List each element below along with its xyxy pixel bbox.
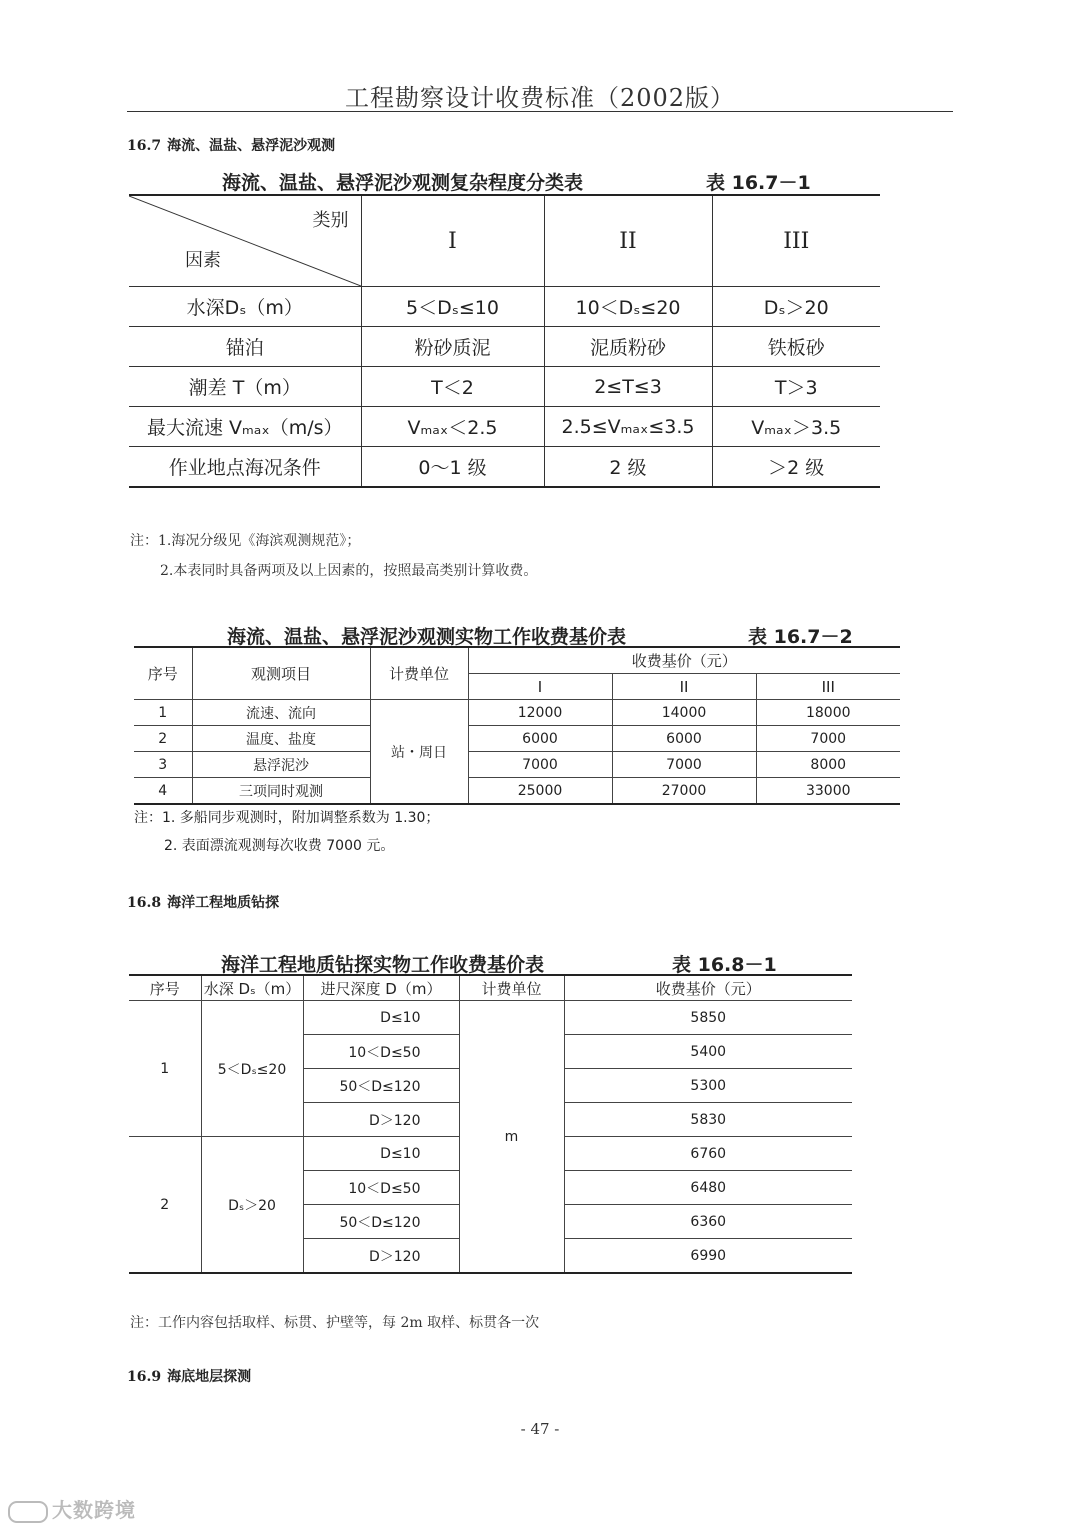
table2-price: 6000 xyxy=(468,726,612,752)
watermark xyxy=(8,1494,136,1523)
table1-cell: Vₘₐₓ＞3.5 xyxy=(712,407,880,447)
table2-header-unit: 计费单位 xyxy=(370,647,468,700)
table1-cell: T＜2 xyxy=(361,367,544,407)
table2-price: 7000 xyxy=(756,726,900,752)
section-number: 16.8 xyxy=(127,895,162,911)
corner-category-label: 类别 xyxy=(312,210,349,231)
table-row xyxy=(129,1001,852,1035)
table1-cell: 2 级 xyxy=(544,447,712,488)
table2-seq: 1 xyxy=(134,700,192,726)
table1-col-header: I xyxy=(361,195,544,287)
section-title: 海流、温盐、悬浮泥沙观测 xyxy=(167,138,336,154)
table1-col-header: III xyxy=(712,195,880,287)
table2-header-item: 观测项目 xyxy=(192,647,370,700)
table3-caption: 海洋工程地质钻探实物工作收费基价表 xyxy=(221,954,545,976)
header-rule xyxy=(127,111,953,112)
table1-row xyxy=(129,367,880,407)
section-title: 海洋工程地质钻探 xyxy=(167,895,280,911)
table2-header-price: 收费基价（元） xyxy=(468,647,900,674)
table3-price: 5850 xyxy=(564,1001,852,1035)
table2-col-header: II xyxy=(612,674,756,700)
complexity-classification-table xyxy=(129,194,880,488)
table3-price: 5400 xyxy=(564,1035,852,1069)
table2-price: 14000 xyxy=(612,700,756,726)
table1-factor: 作业地点海况条件 xyxy=(129,447,361,488)
table2-price: 12000 xyxy=(468,700,612,726)
table1-row xyxy=(129,447,880,488)
table-row xyxy=(134,778,900,805)
watermark-text: 大数跨境 xyxy=(52,1498,136,1522)
table1-row xyxy=(129,327,880,367)
table3-depth: 5＜Dₛ≤20 xyxy=(201,1001,303,1137)
watermark-logo-icon xyxy=(8,1501,48,1523)
table3-price: 6990 xyxy=(564,1239,852,1274)
table1-number: 表 16.7－1 xyxy=(706,172,811,194)
table3-unit: m xyxy=(459,1001,564,1274)
table2-item: 流速、流向 xyxy=(192,700,370,726)
table1-caption: 海流、温盐、悬浮泥沙观测复杂程度分类表 xyxy=(222,172,584,194)
corner-factor-label: 因素 xyxy=(185,250,221,271)
page-number: - 47 - xyxy=(520,1420,560,1438)
table3-price: 5300 xyxy=(564,1069,852,1103)
table3-price: 6360 xyxy=(564,1205,852,1239)
table3-header-drill: 进尺深度 D（m） xyxy=(303,975,459,1001)
table1-factor: 最大流速 Vₘₐₓ（m/s） xyxy=(129,407,361,447)
table-row xyxy=(134,752,900,778)
table2-price: 18000 xyxy=(756,700,900,726)
section-title: 海底地层探测 xyxy=(167,1369,252,1385)
table2-price: 7000 xyxy=(468,752,612,778)
table1-corner-cell xyxy=(129,195,361,287)
table1-note-1: 注：1.海况分级见《海滨观测规范》； xyxy=(130,533,361,549)
table3-price: 6480 xyxy=(564,1171,852,1205)
table3-drill: D≤10 xyxy=(303,1001,459,1035)
table3-price: 5830 xyxy=(564,1103,852,1137)
table2-price: 27000 xyxy=(612,778,756,805)
drilling-fee-table xyxy=(129,974,852,1274)
table1-cell: 铁板砂 xyxy=(712,327,880,367)
table3-drill: 50＜D≤120 xyxy=(303,1205,459,1239)
table1-factor: 潮差 T（m） xyxy=(129,367,361,407)
table1-cell: 10＜Dₛ≤20 xyxy=(544,287,712,327)
table2-header-row xyxy=(134,647,900,674)
table3-number: 表 16.8－1 xyxy=(672,954,777,976)
table2-header-seq: 序号 xyxy=(134,647,192,700)
table1-cell: 粉砂质泥 xyxy=(361,327,544,367)
table3-header-price: 收费基价（元） xyxy=(564,975,852,1001)
table1-factor: 锚泊 xyxy=(129,327,361,367)
section-number: 16.9 xyxy=(127,1369,162,1385)
table1-cell: T＞3 xyxy=(712,367,880,407)
table2-caption: 海流、温盐、悬浮泥沙观测实物工作收费基价表 xyxy=(227,626,627,648)
table-row xyxy=(134,700,900,726)
table3-header-unit: 计费单位 xyxy=(459,975,564,1001)
table3-drill: 10＜D≤50 xyxy=(303,1171,459,1205)
table2-seq: 2 xyxy=(134,726,192,752)
table1-factor: 水深Dₛ（m） xyxy=(129,287,361,327)
table3-drill: D≤10 xyxy=(303,1137,459,1171)
section-number: 16.7 xyxy=(127,138,162,154)
section-16-9-heading xyxy=(127,1366,251,1386)
table1-cell: 0～1 级 xyxy=(361,447,544,488)
table3-depth: Dₛ＞20 xyxy=(201,1137,303,1274)
table1-cell: 泥质粉砂 xyxy=(544,327,712,367)
table2-note-2: 2. 表面漂流观测每次收费 7000 元。 xyxy=(164,838,395,854)
table3-header-depth: 水深 Dₛ（m） xyxy=(201,975,303,1001)
table-row xyxy=(134,726,900,752)
table1-cell: Dₛ＞20 xyxy=(712,287,880,327)
table1-col-header: II xyxy=(544,195,712,287)
table1-row xyxy=(129,287,880,327)
table1-row xyxy=(129,407,880,447)
table3-drill: D＞120 xyxy=(303,1103,459,1137)
table1-header-row xyxy=(129,195,880,287)
table1-cell: 2.5≤Vₘₐₓ≤3.5 xyxy=(544,407,712,447)
table1-cell: 5＜Dₛ≤10 xyxy=(361,287,544,327)
table2-item: 三项同时观测 xyxy=(192,778,370,805)
page-header-title: 工程勘察设计收费标准（2002版） xyxy=(344,84,736,112)
table3-header-seq: 序号 xyxy=(129,975,201,1001)
table2-number: 表 16.7－2 xyxy=(748,626,853,648)
section-16-8-heading xyxy=(127,892,279,912)
table2-unit: 站・周日 xyxy=(370,700,468,805)
table3-drill: D＞120 xyxy=(303,1239,459,1274)
table2-item: 温度、盐度 xyxy=(192,726,370,752)
table3-drill: 10＜D≤50 xyxy=(303,1035,459,1069)
table3-seq: 1 xyxy=(129,1001,201,1137)
table1-cell: 2≤T≤3 xyxy=(544,367,712,407)
table3-seq: 2 xyxy=(129,1137,201,1274)
table2-price: 6000 xyxy=(612,726,756,752)
table3-note: 注：工作内容包括取样、标贯、护壁等，每 2m 取样、标贯各一次 xyxy=(130,1315,540,1331)
table1-cell: Vₘₐₓ＜2.5 xyxy=(361,407,544,447)
table2-price: 33000 xyxy=(756,778,900,805)
table1-cell: ＞2 级 xyxy=(712,447,880,488)
table2-note-1: 注：1. 多船同步观测时，附加调整系数为 1.30； xyxy=(134,810,440,826)
section-16-7-heading xyxy=(127,135,335,155)
table2-item: 悬浮泥沙 xyxy=(192,752,370,778)
observation-fee-table xyxy=(134,646,900,805)
table2-price: 25000 xyxy=(468,778,612,805)
table2-col-header: I xyxy=(468,674,612,700)
table2-price: 8000 xyxy=(756,752,900,778)
table2-price: 7000 xyxy=(612,752,756,778)
table2-seq: 3 xyxy=(134,752,192,778)
table3-price: 6760 xyxy=(564,1137,852,1171)
table2-col-header: III xyxy=(756,674,900,700)
table1-note-2: 2.本表同时具备两项及以上因素的，按照最高类别计算收费。 xyxy=(160,563,538,579)
table2-seq: 4 xyxy=(134,778,192,805)
table3-header-row xyxy=(129,975,852,1001)
table3-drill: 50＜D≤120 xyxy=(303,1069,459,1103)
